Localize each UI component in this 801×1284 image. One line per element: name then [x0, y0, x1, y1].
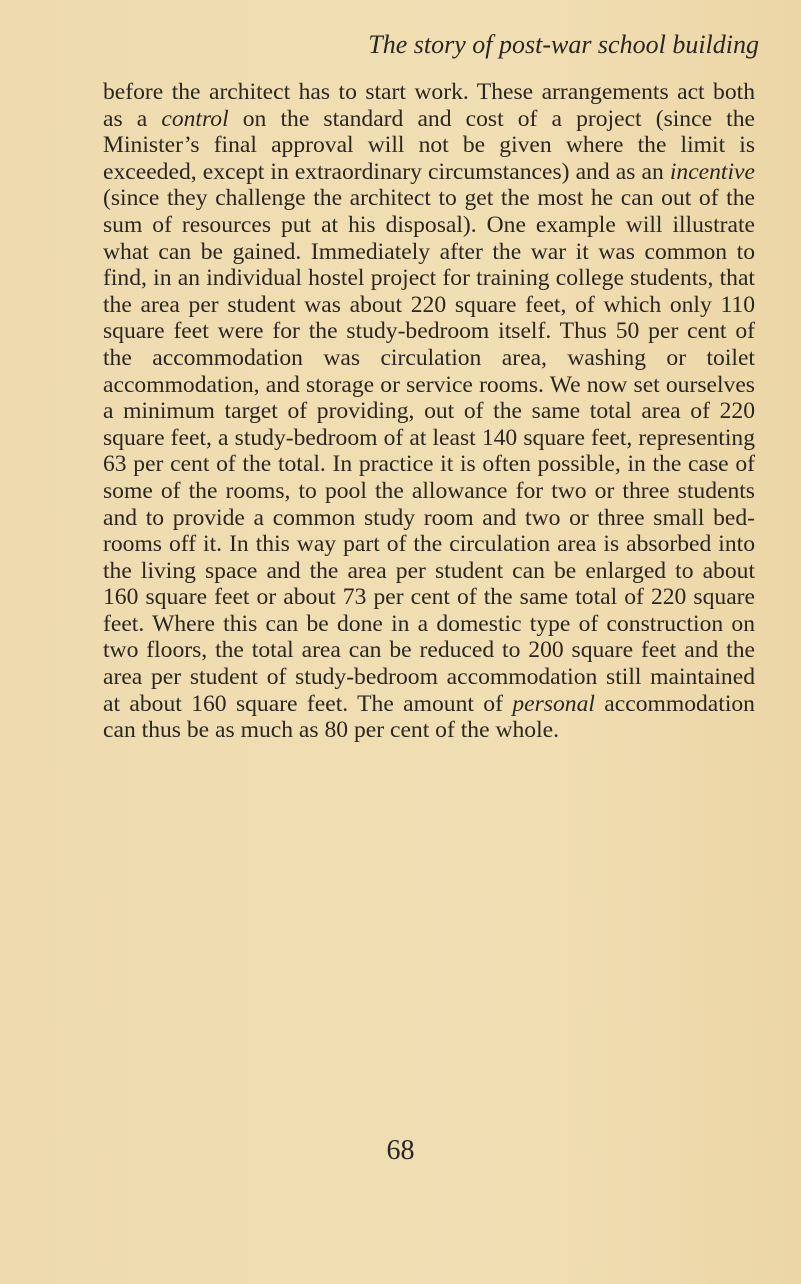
emphasis-personal: personal: [512, 690, 595, 717]
paragraph-text: on the standard and cost of a project (since the Minister’s final approval will not be given where the limit is exceeded, except in extraordinary circumstances) and as an: [103, 105, 755, 185]
emphasis-incentive: incentive: [669, 158, 755, 185]
page-number: 68: [386, 1135, 415, 1166]
paragraph-text: accommodation can thus be as much as 80 per cent of the whole.: [103, 690, 755, 744]
emphasis-control: control: [161, 105, 229, 132]
paragraph-text: before the architect has to start work. These arrangements act both as a: [103, 79, 755, 132]
paragraph-text: (since they challenge the architect to get the most he can out of the sum of resources put at his disposal). One example will illustrate what can be gained. Immediately after the war it was common to find, in an individual hostel project for training college students, that the area per student was about 220 square feet, of which only 110 square feet were for the study-bedroom itself. Thus 50 per cent of the accommodation was circulation area, washing or toilet accommodation, and storage or service rooms. We now set ourselves a minimum target of providing, out of the same total area of 220 square feet, a study-bedroom of at least 140 square feet, representing 63 per cent of the total. In practice it is often possible, in the case of some of the rooms, to pool the allowance for two or three students and to provide a common study room and two or three small bed-rooms off it. In this way part of the circulation area is absorbed into the living space and the area per student can be enlarged to about 160 square feet or about 73 per cent of the same total of 220 square feet. Where this can be done in a domestic type of construction on two floors, the total area can be reduced to 200 square feet and the area per student of study-bedroom accommodation still maintained at about 160 square feet. The amount of: [103, 185, 755, 717]
body-paragraph: [103, 79, 755, 744]
running-head: The story of post-war school building: [368, 30, 759, 59]
